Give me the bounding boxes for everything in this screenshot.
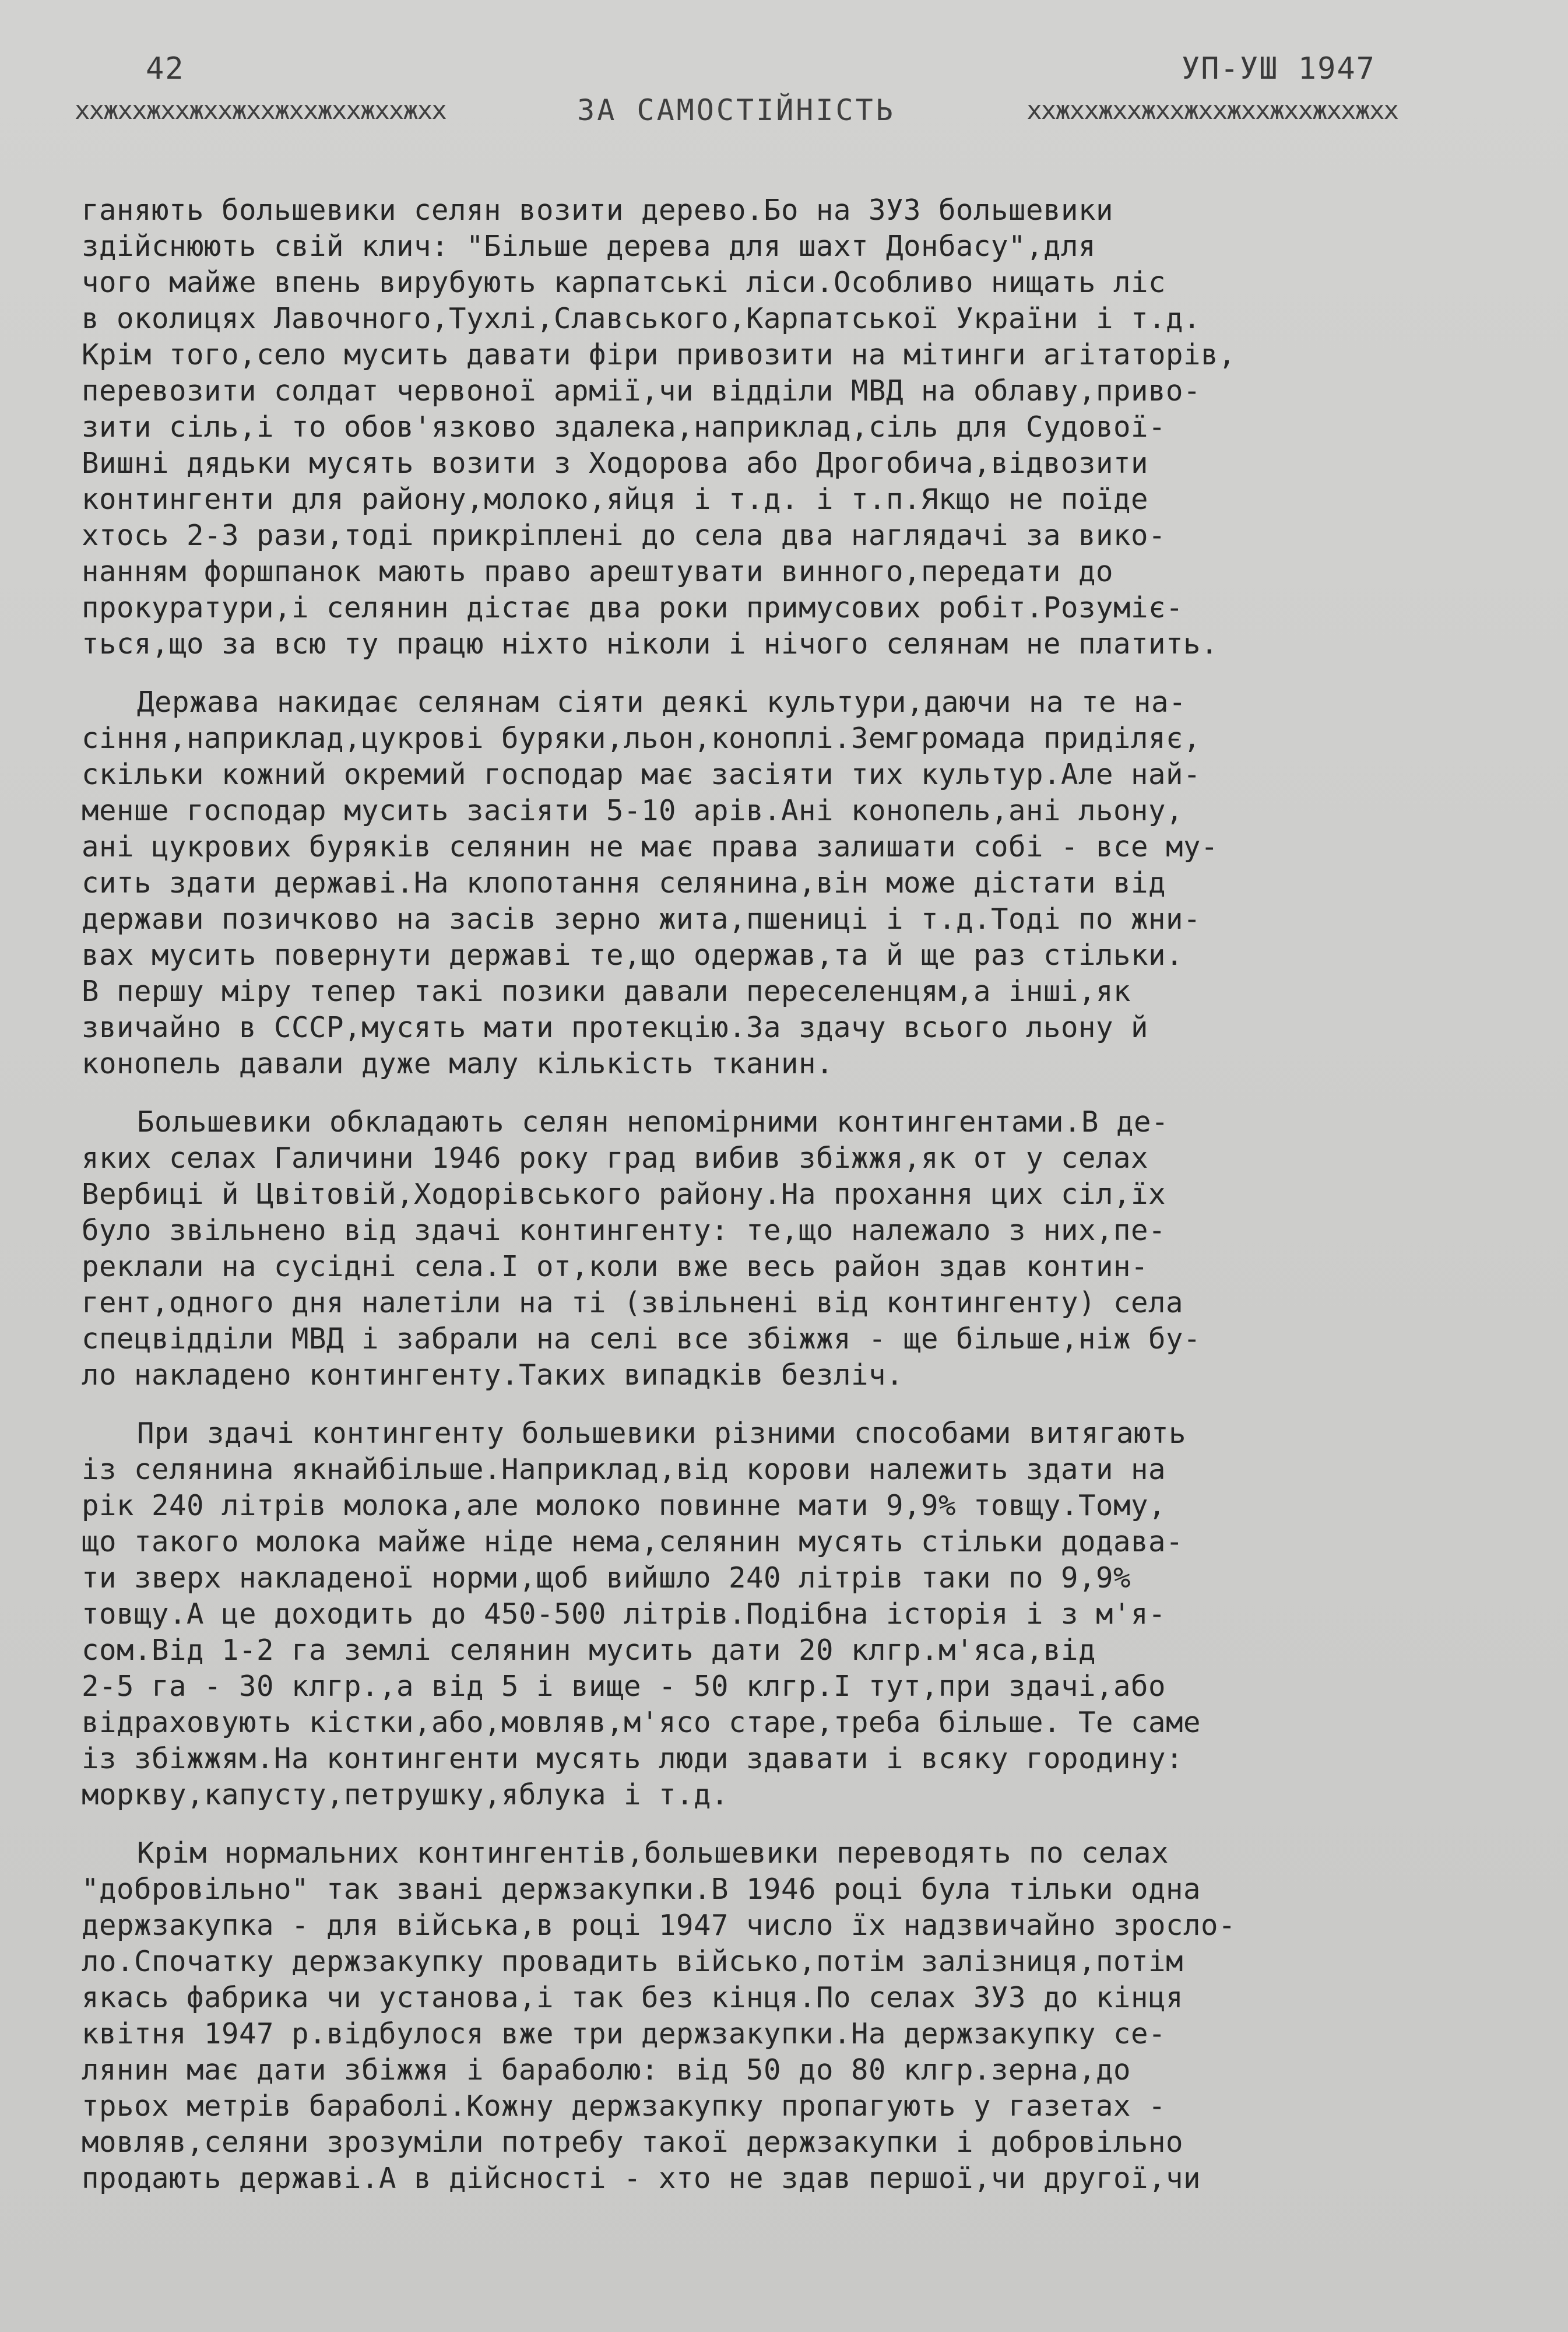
text-line: чого майже впень вирубують карпатські ліси.Особливо нищать ліс — [82, 266, 1166, 299]
text-line: ло накладено контингенту.Таких випадків безліч. — [82, 1358, 904, 1392]
text-line: конопель давали дуже малу кількість тканин. — [82, 1047, 834, 1080]
text-line: контингенти для району,молоко,яйця і т.д. і т.п.Якщо не поїде — [82, 483, 1149, 516]
text-line: Крім того,село мусить давати фіри привозити на мітинги агітаторів, — [82, 338, 1236, 371]
text-line: Большевики обкладають селян непомірними контингентами.В де- — [137, 1105, 1169, 1139]
text-line: із збіжжям.На контингенти мусять люди здавати і всяку городину: — [82, 1742, 1184, 1775]
paragraph — [82, 192, 1504, 662]
text-line: 2-5 га - 30 клгр.,а від 5 і вище - 50 клгр.І тут,при здачі,або — [82, 1670, 1166, 1703]
masthead-rule-left: xxжxxжxxжxxжxxжxxжxxжxxжxx — [75, 95, 446, 125]
text-line: прокуратури,і селянин дістає два роки примусових робіт.Розуміє- — [82, 591, 1184, 624]
text-line: продають державі.А в дійсності - хто не здав першої,чи другої,чи — [82, 2162, 1201, 2195]
text-line: ло.Спочатку держзакупку провадить військо,потім залізниця,потім — [82, 1945, 1184, 1978]
text-line: квітня 1947 р.відбулося вже три держзакупки.На держзакупку се- — [82, 2017, 1166, 2050]
text-line: сить здати державі.На клопотання селянина,він може дістати від — [82, 866, 1166, 900]
text-line: моркву,капусту,петрушку,яблука і т.д. — [82, 1778, 729, 1811]
text-line: що такого молока майже ніде нема,селянин мусять стільки додава- — [82, 1525, 1184, 1558]
text-line: мовляв,селяни зрозуміли потребу такої держзакупки і добровільно — [82, 2126, 1184, 2159]
text-line: Вишні дядьки мусять возити з Ходорова або Дрогобича,відвозити — [82, 447, 1149, 480]
text-line: трьох метрів бараболі.Кожну держзакупку пропагують у газетах - — [82, 2089, 1166, 2123]
text-line: відраховують кістки,або,мовляв,м'ясо старе,треба більше. Те саме — [82, 1706, 1201, 1739]
text-line: менше господар мусить засіяти 5-10 арів.Ані конопель,ані льону, — [82, 794, 1184, 827]
body-text — [82, 192, 1504, 2219]
text-line: зити сіль,і то обов'язково здалека,наприклад,сіль для Судової- — [82, 410, 1166, 444]
issue-date: УП-УШ 1947 — [1181, 51, 1376, 86]
text-line: було звільнено від здачі контингенту: те,що належало з них,пе- — [82, 1214, 1166, 1247]
text-line: ані цукрових буряків селянин не має права залишати собі - все му- — [82, 830, 1219, 863]
text-line: держзакупка - для війська,в році 1947 число їх надзвичайно зросло- — [82, 1909, 1236, 1942]
text-line: В першу міру тепер такі позики давали переселенцям,а інші,як — [82, 975, 1131, 1008]
text-line: Держава накидає селянам сіяти деякі культури,даючи на те на- — [137, 686, 1187, 719]
text-line: Вербиці й Цвітовій,Ходорівського району.На прохання цих сіл,їх — [82, 1178, 1166, 1211]
text-line: ганяють большевики селян возити дерево.Бо на ЗУЗ большевики — [82, 194, 1114, 227]
text-line: яких селах Галичини 1946 року град вибив збіжжя,як от у селах — [82, 1142, 1149, 1175]
text-line: скільки кожний окремий господар має засіяти тих культур.Але най- — [82, 758, 1201, 791]
text-line: "добровільно" так звані держзакупки.В 1946 році була тільки одна — [82, 1873, 1201, 1906]
page-header — [146, 51, 1376, 86]
text-line: ти зверх накладеної норми,щоб вийшло 240 літрів таки по 9,9% — [82, 1561, 1131, 1595]
text-line: реклали на сусідні села.І от,коли вже весь район здав контин- — [82, 1250, 1149, 1283]
paragraph — [82, 684, 1504, 1082]
masthead — [75, 93, 1398, 127]
masthead-title: ЗА САМОСТІЙНІСТЬ — [577, 93, 895, 127]
text-line: в околицях Лавочного,Тухлі,Славського,Карпатської України і т.д. — [82, 302, 1201, 335]
text-line: звичайно в СССР,мусять мати протекцію.За здачу всього льону й — [82, 1011, 1149, 1044]
text-line: лянин має дати збіжжя і бараболю: від 50 до 80 клгр.зерна,до — [82, 2053, 1131, 2087]
paragraph — [82, 1416, 1504, 1813]
text-line: хтось 2-3 рази,тоді прикріплені до села два наглядачі за вико- — [82, 519, 1166, 552]
paragraph — [82, 1104, 1504, 1393]
text-line: товщу.А це доходить до 450-500 літрів.Подібна історія і з м'я- — [82, 1597, 1166, 1631]
text-line: якась фабрика чи установа,і так без кінця.По селах ЗУЗ до кінця — [82, 1981, 1184, 2014]
text-line: сом.Від 1-2 га землі селянин мусить дати 20 клгр.м'яса,від — [82, 1634, 1096, 1667]
text-line: гент,одного дня налетіли на ті (звільнені від контингенту) села — [82, 1286, 1184, 1319]
text-line: При здачі контингенту большевики різними способами витягають — [137, 1417, 1187, 1450]
page-number: 42 — [146, 51, 185, 86]
text-line: рік 240 літрів молока,але молоко повинне мати 9,9% товщу.Тому, — [82, 1489, 1166, 1522]
text-line: із селянина якнайбільше.Наприклад,від корови належить здати на — [82, 1453, 1166, 1486]
text-line: вах мусить повернути державі те,що одержав,та й ще раз стільки. — [82, 939, 1184, 972]
text-line: перевозити солдат червоної армії,чи відділи МВД на облаву,приво- — [82, 374, 1201, 408]
text-line: ться,що за всю ту працю ніхто ніколи і нічого селянам не платить. — [82, 627, 1219, 661]
text-line: сіння,наприклад,цукрові буряки,льон,коноплі.Земгромада приділяє, — [82, 722, 1201, 755]
text-line: Крім нормальних контингентів,большевики переводять по селах — [137, 1836, 1169, 1870]
paragraph — [82, 1835, 1504, 2197]
text-line: нанням форшпанок мають право арештувати винного,передати до — [82, 555, 1114, 588]
text-line: держави позичково на засів зерно жита,пшениці і т.д.Тоді по жни- — [82, 902, 1201, 936]
text-line: спецвідділи МВД і забрали на селі все збіжжя - ще більше,ніж бу- — [82, 1322, 1201, 1355]
masthead-rule-right: xxжxxжxxжxxжxxжxxжxxжxxжxx — [1026, 95, 1398, 125]
text-line: здійснюють свій клич: "Більше дерева для шахт Донбасу",для — [82, 230, 1096, 263]
